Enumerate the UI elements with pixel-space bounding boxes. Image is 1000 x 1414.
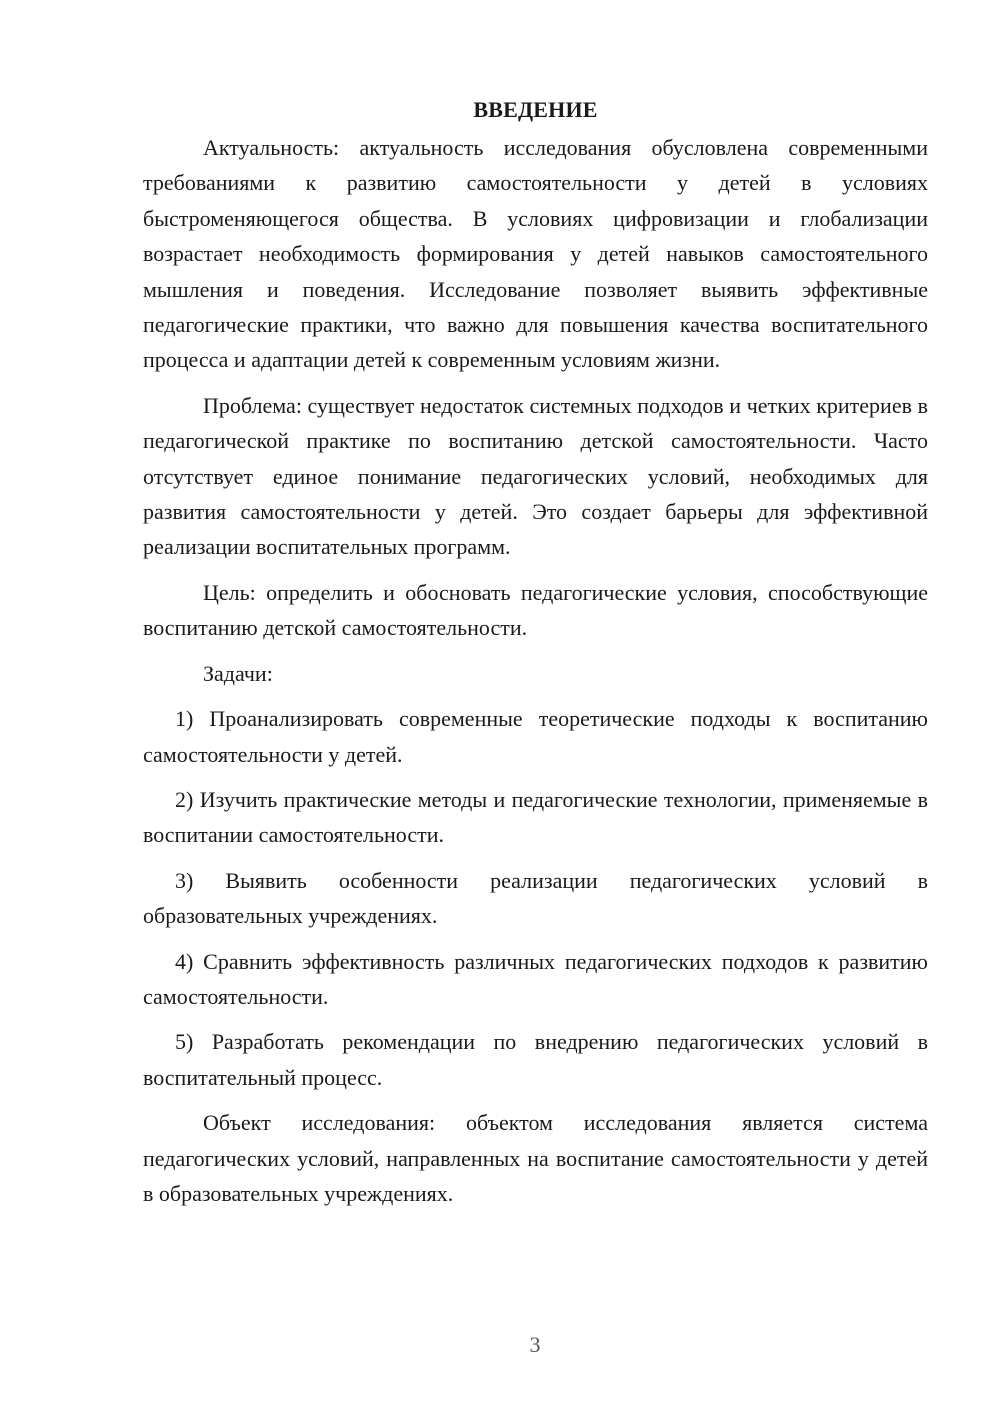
tasks-heading: Задачи: (203, 660, 273, 686)
research-object-paragraph: Объект исследования: объектом исследования является система педагогических условий, направленных на воспитание самостоятельности у детей в образовательных учреждениях. (143, 1110, 928, 1206)
goal-paragraph: Цель: определить и обосновать педагогические условия, способствующие воспитанию детской самостоятельности. (143, 579, 928, 641)
section-title: ВВЕДЕНИЕ (473, 97, 598, 122)
task-item-4: 4) Сравнить эффективность различных педагогических подходов к развитию самостоятельности. (143, 948, 928, 1009)
page-number: 3 (529, 1332, 541, 1357)
relevance-paragraph: Актуальность: актуальность исследования обусловлена современными требованиями к развитию самостоятельности у детей в условиях быстроменяющегося общества. В условиях цифровизации и глобализации возрастает необходимость формирования у детей навыков самостоятельного мышления и поведения. Исследование позволяет выявить эффективные педагогические практики, что важно для повышения качества воспитательного процесса и адаптации детей к современным условиям жизни. (143, 135, 928, 373)
task-item-5: 5) Разработать рекомендации по внедрению педагогических условий в воспитательный процесс. (143, 1029, 928, 1090)
task-item-3: 3) Выявить особенности реализации педагогических условий в образовательных учреждениях. (143, 867, 928, 929)
task-item-2: 2) Изучить практические методы и педагогические технологии, применяемые в воспитании самостоятельности. (143, 786, 928, 848)
problem-paragraph: Проблема: существует недостаток системных подходов и четких критериев в педагогической практике по воспитанию детской самостоятельности. Часто отсутствует единое понимание педагогических условий, необходимых для развития самостоятельности у детей. Это создает барьеры для эффективной реализации воспитательных программ. (143, 392, 928, 560)
document-page (143, 95, 928, 1221)
task-item-1: 1) Проанализировать современные теоретические подходы к воспитанию самостоятельности у детей. (143, 706, 928, 767)
